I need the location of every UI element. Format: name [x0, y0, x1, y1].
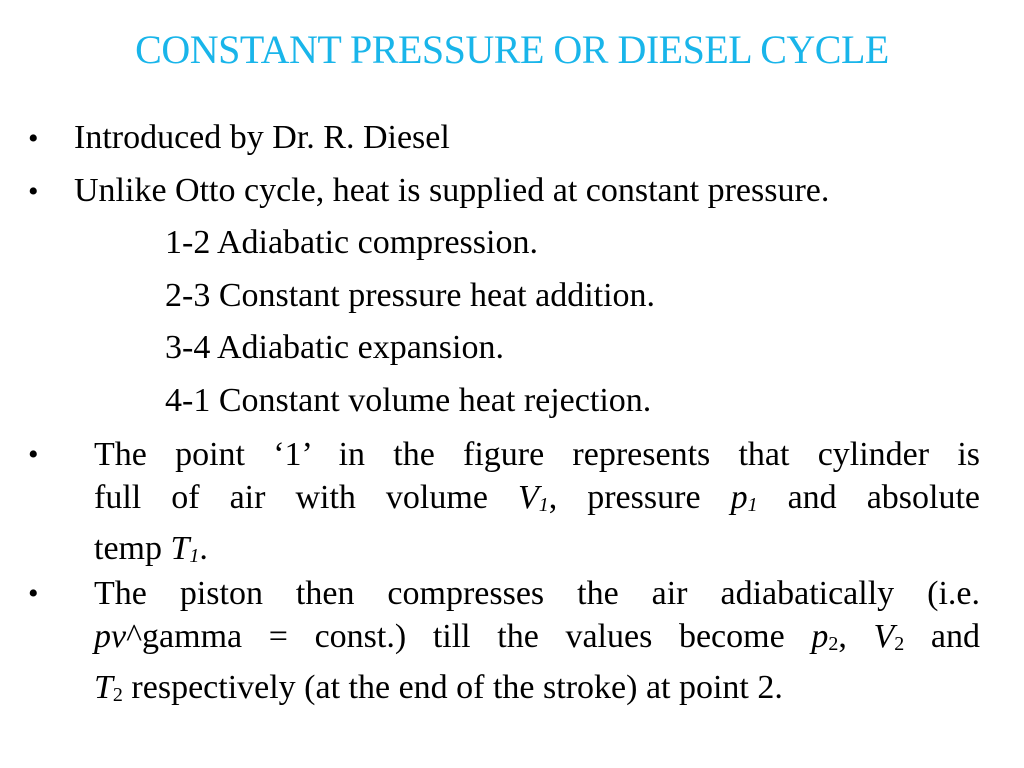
- bullet-item: [28, 118, 450, 159]
- process-step: 4-1 Constant volume heat rejection.: [165, 382, 652, 419]
- slide-title: CONSTANT PRESSURE OR DIESEL CYCLE: [135, 27, 889, 72]
- paragraph-line: $T_2$ respectively (at the end of the stroke) at point 2.: [94, 669, 783, 706]
- paragraph-line: The point ‘1’ in the figure represents that cylinder is: [94, 436, 980, 473]
- process-step: 3-4 Adiabatic expansion.: [165, 329, 504, 366]
- bullet-dot: •: [28, 577, 39, 610]
- paragraph-text: [94, 433, 980, 578]
- paragraph-line: The piston then compresses the air adiabatically (i.e.: [94, 575, 980, 612]
- pressure-symbol: p: [730, 479, 748, 516]
- paragraph-line: full of air with volume $V_1$, pressure $p_1$ and absolute: [94, 479, 981, 516]
- temperature-symbol: T: [170, 530, 190, 567]
- process-step: 2-3 Constant pressure heat addition.: [165, 277, 656, 314]
- bullet-paragraph: [28, 433, 980, 578]
- volume-symbol: V: [873, 618, 895, 655]
- bullet-text: Unlike Otto cycle, heat is supplied at constant pressure.: [74, 172, 830, 209]
- volume-symbol: V: [517, 479, 539, 516]
- bullet-dot: •: [28, 122, 39, 155]
- paragraph-line: pv^gamma = const.) till the values become $p_2$, $V_2$ and: [94, 618, 981, 655]
- process-step: 1-2 Adiabatic compression.: [165, 224, 538, 261]
- bullet-item: [28, 171, 829, 212]
- pv-symbol: pv: [94, 618, 127, 655]
- bullet-paragraph: [28, 572, 980, 717]
- pressure-symbol: p: [811, 618, 829, 655]
- bullet-dot: •: [28, 438, 39, 471]
- paragraph-line: temp $T_1$.: [94, 530, 208, 567]
- bullet-dot: •: [28, 175, 39, 208]
- bullet-text: Introduced by Dr. R. Diesel: [74, 119, 450, 156]
- temperature-symbol: T: [94, 669, 113, 706]
- paragraph-text: [94, 572, 980, 717]
